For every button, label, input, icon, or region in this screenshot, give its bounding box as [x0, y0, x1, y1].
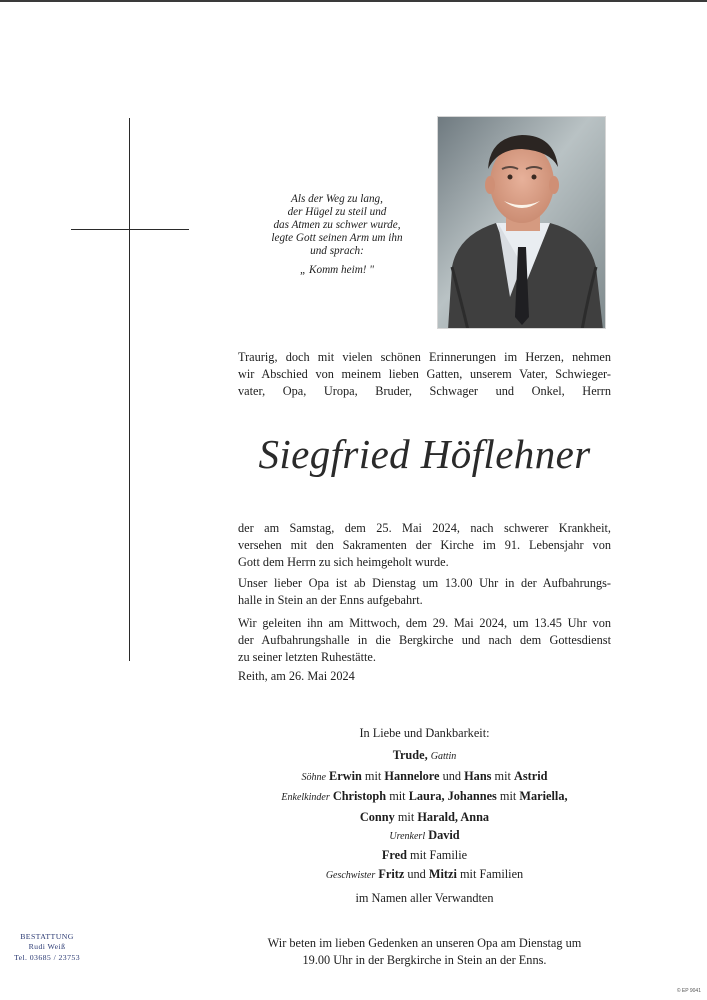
- connector-text: mit Familien: [459, 866, 524, 881]
- connector-text: mit: [389, 789, 406, 804]
- cross-vertical-bar: [129, 118, 130, 661]
- grandchildren-label: Enkelkinder: [281, 792, 330, 804]
- paragraph-line: Unser lieber Opa ist ab Dienstag um 13.00 Uhr in der Aufbahrungs-: [238, 576, 611, 590]
- deceased-name: Siegfried Höflehner: [258, 431, 591, 477]
- grandchild-partner-name: Harald, Anna: [417, 809, 490, 824]
- siblings-label: Geschwister: [325, 869, 376, 881]
- undertaker-imprint: [8, 932, 86, 963]
- great-grandchild-name: David: [428, 828, 460, 843]
- poem-line: und sprach:: [310, 245, 364, 257]
- family-row-grandchildren: [238, 787, 611, 807]
- grandchild-name: Christoph: [332, 789, 387, 804]
- connector-text: mit: [494, 768, 511, 783]
- family-list: [238, 724, 611, 908]
- connector-text: und: [407, 866, 426, 881]
- prayer-line: 19.00 Uhr in der Bergkirche in Stein an der Enns.: [302, 953, 547, 967]
- intro-line: wir Abschied von meinem lieben Gatten, unserem Vater, Schwieger-: [238, 366, 611, 381]
- paragraph-line: der Aufbahrungshalle in die Bergkirche und nach dem Gottesdienst: [238, 632, 611, 647]
- top-border-line: [0, 0, 707, 2]
- paragraph-line: zu seiner letzten Ruhestätte.: [238, 649, 376, 664]
- family-row-siblings: [238, 865, 611, 885]
- poem-line: das Atmen zu schwer wurde,: [273, 219, 401, 231]
- poem-line: legte Gott seinen Arm um ihn: [271, 232, 403, 244]
- family-row-spouse: [238, 746, 611, 766]
- intro-line: vater, Opa, Uropa, Bruder, Schwager und Onkel, Herrn: [238, 383, 611, 398]
- poem-line: der Hügel zu steil und: [287, 206, 387, 218]
- family-intro: In Liebe und Dankbarkeit:: [359, 726, 490, 740]
- son-name: Erwin: [329, 768, 362, 783]
- family-row-grandchildren-cont: [238, 808, 611, 826]
- undertaker-line: BESTATTUNG: [20, 932, 74, 941]
- death-notice-paragraph: [238, 520, 611, 570]
- cross-horizontal-bar: [71, 229, 189, 230]
- place-date: Reith, am 26. Mai 2024: [238, 669, 355, 683]
- intro-paragraph: [238, 349, 611, 399]
- grandchild-name: Conny: [359, 809, 395, 824]
- prayer-notice: [232, 935, 617, 969]
- portrait-photo: [437, 116, 606, 329]
- family-row-sons: [238, 767, 611, 787]
- sibling-name: Mitzi: [428, 866, 457, 881]
- viewing-paragraph: [238, 575, 611, 609]
- paragraph-line: Gott dem Herrn zu sich heimgeholt wurde.: [238, 554, 449, 569]
- intro-line: Traurig, doch mit vielen schönen Erinnerungen im Herzen, nehmen: [238, 350, 611, 364]
- paragraph-line: der am Samstag, dem 25. Mai 2024, nach schwerer Krankheit,: [238, 521, 611, 535]
- family-row-great-grandchild: [238, 826, 611, 846]
- undertaker-line: Tel. 03685 / 23753: [14, 952, 80, 962]
- connector-text: mit Familie: [410, 848, 468, 863]
- son-name: Hans: [464, 768, 492, 783]
- poem-quote: „ Komm heim! ": [300, 264, 374, 276]
- funeral-paragraph: [238, 615, 611, 665]
- poem-line: Als der Weg zu lang,: [291, 193, 383, 205]
- prayer-line: Wir beten im lieben Gedenken an unseren Opa am Dienstag um: [267, 936, 582, 950]
- paragraph-line: halle in Stein an der Enns aufgebahrt.: [238, 592, 423, 607]
- family-row-fred: [238, 846, 611, 864]
- grandchild-partner-name: Mariella,: [519, 789, 568, 804]
- family-closing: im Namen aller Verwandten: [355, 891, 494, 906]
- relative-name: Fred: [381, 848, 407, 863]
- connector-text: mit: [397, 809, 415, 824]
- son-partner-name: Hannelore: [384, 768, 440, 783]
- grandchild-partner-name: Laura, Johannes: [408, 789, 497, 804]
- spouse-name: Trude,: [392, 748, 428, 763]
- print-code: © EP 9041: [676, 988, 701, 994]
- great-grandchild-label: Urenkerl: [389, 831, 426, 843]
- son-partner-name: Astrid: [514, 768, 548, 783]
- paragraph-line: versehen mit den Sakramenten der Kirche im 91. Lebensjahr von: [238, 537, 611, 552]
- memorial-poem: [258, 193, 416, 277]
- spouse-role: Gattin: [430, 751, 457, 763]
- connector-text: mit: [499, 789, 517, 804]
- paragraph-line: Wir geleiten ihn am Mittwoch, dem 29. Mai 2024, um 13.45 Uhr von: [238, 616, 611, 630]
- undertaker-line: Rudi Weiß: [28, 942, 66, 952]
- sons-label: Söhne: [301, 771, 326, 783]
- sibling-name: Fritz: [378, 866, 405, 881]
- connector-text: mit: [364, 768, 382, 783]
- connector-text: und: [442, 768, 462, 783]
